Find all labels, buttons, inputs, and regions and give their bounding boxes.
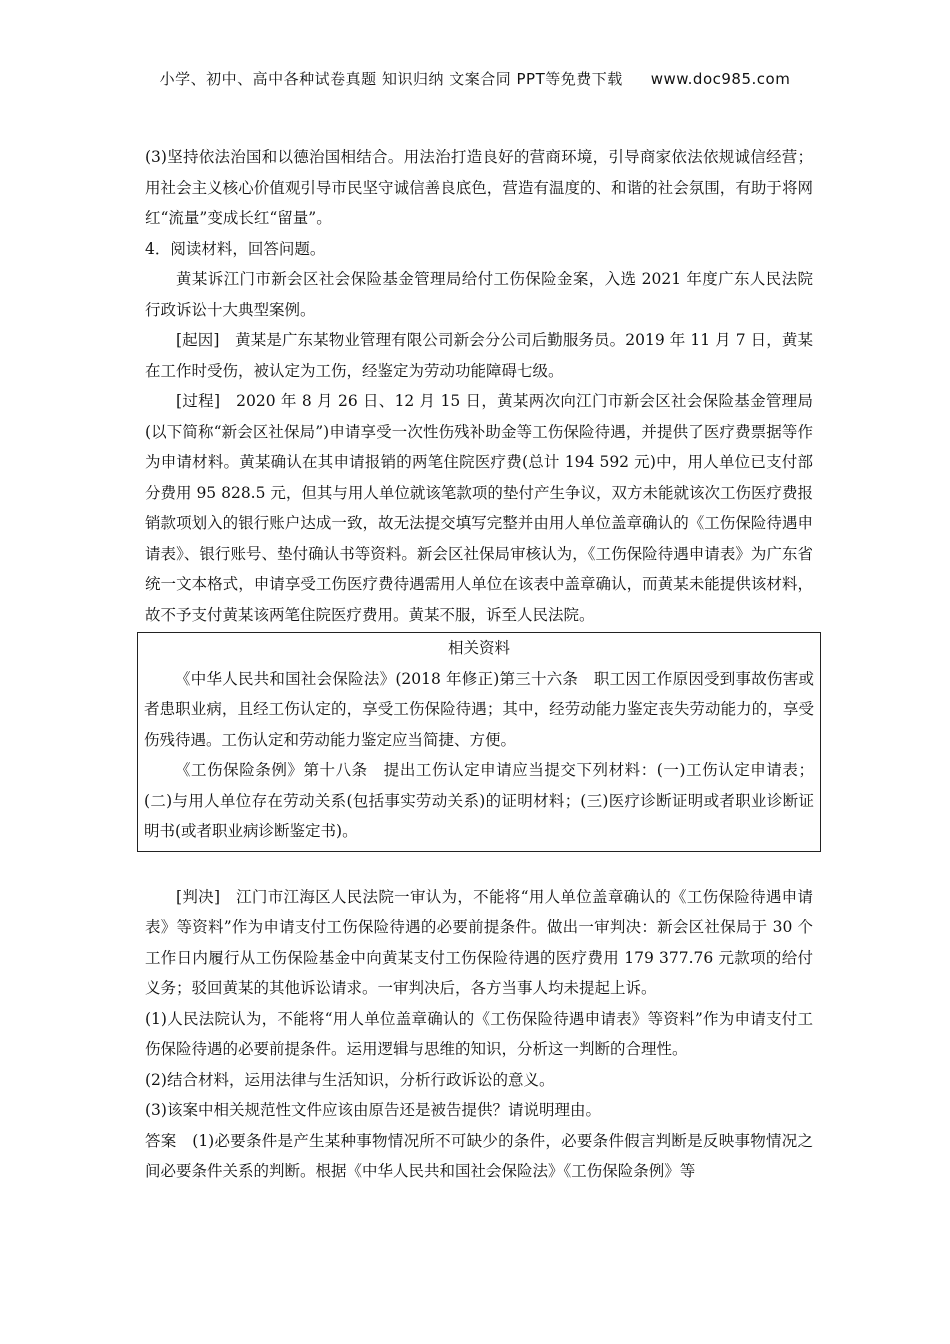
answer-part-3: (3)坚持依法治国和以德治国相结合。用法治打造良好的营商环境，引导商家依法依规诚信经营；用社会主义核心价值观引导市民坚守诚信善良底色，营造有温度的、和谐的社会氛围，有助于将网红“流量”变成长红“留量”。 (145, 148, 813, 227)
case-process: [过程] 2020 年 8 月 26 日、12 月 15 日，黄某两次向江门市新会区社会保险基金管理局(以下简称“新会区社保局”)申请享受一次性伤残补助金等工伤保险待遇，并提供了医疗费票据等作为申请材料。黄某确认在其申请报销的两笔住院医疗费(总计 194 592 元)中，用人单位已支付部分费用 95 828.5 元，但其与用人单位就该笔款项的垫付产生争议，双方未能就该次工伤医疗费报销款项划入的银行账户达成一致，故无法提交填写完整并由用人单位盖章确认的《工伤保险待遇申请表》、银行账号、垫付确认书等资料。新会区社保局审核认为，《工伤保险待遇申请表》为广东省统一文本格式，申请享受工伤医疗费待遇需用人单位在该表中盖章确认，而黄某未能提供该材料，故不予支付黄某该两笔住院医疗费用。黄某不服，诉至人民法院。 (145, 392, 813, 624)
answer-label: 答案 (145, 1131, 177, 1150)
question-4-heading: 4．阅读材料，回答问题。 (145, 239, 326, 258)
question-2: (2)结合材料，运用法律与生活知识，分析行政诉讼的意义。 (145, 1070, 555, 1089)
related-materials-title: 相关资料 (447, 639, 510, 657)
header-text: 小学、初中、高中各种试卷真题 知识归纳 文案合同 PPT等免费下载 (159, 70, 623, 88)
related-materials-item-1: 《中华人民共和国社会保险法》(2018 年修正)第三十六条 职工因工作原因受到事故伤害或者患职业病，且经工伤认定的，享受工伤保险待遇；其中，经劳动能力鉴定丧失劳动能力的，享受伤残待遇。工伤认定和劳动能力鉴定应当简捷、方便。 (144, 669, 814, 749)
question-3: (3)该案中相关规范性文件应该由原告还是被告提供？请说明理由。 (145, 1101, 601, 1119)
header-site[interactable]: www.doc985.com (650, 70, 791, 88)
answer-text: (1)必要条件是产生某种事物情况所不可缺少的条件，必要条件假言判断是反映事物情况之间必要条件关系的判断。根据《中华人民共和国社会保险法》《工伤保险条例》等 (145, 1131, 813, 1180)
related-materials-box (137, 632, 821, 852)
related-materials-item-2: 《工伤保险条例》第十八条 提出工伤认定申请应当提交下列材料：(一)工伤认定申请表；(二)与用人单位存在劳动关系(包括事实劳动关系)的证明材料；(三)医疗诊断证明或者职业诊断证明书(或者职业病诊断鉴定书)。 (144, 761, 814, 840)
page-header (0, 68, 950, 89)
case-intro: 黄某诉江门市新会区社会保险基金管理局给付工伤保险金案，入选 2021 年度广东人民法院行政诉讼十大典型案例。 (145, 270, 813, 319)
answer-paragraph (145, 1126, 813, 1187)
document-body (145, 142, 813, 1187)
case-cause: [起因] 黄某是广东某物业管理有限公司新会分公司后勤服务员。2019 年 11 月 7 日，黄某在工作时受伤，被认定为工伤，经鉴定为劳动功能障碍七级。 (145, 331, 813, 380)
case-verdict: [判决] 江门市江海区人民法院一审认为，不能将“用人单位盖章确认的《工伤保险待遇申请表》等资料”作为申请支付工伤保险待遇的必要前提条件。做出一审判决：新会区社保局于 30 个工作日内履行从工伤保险基金中向黄某支付工伤保险待遇的医疗费用 179 377.76 元款项的给付义务；驳回黄某的其他诉讼请求。一审判决后，各方当事人均未提起上诉。 (145, 887, 813, 997)
question-1: (1)人民法院认为，不能将“用人单位盖章确认的《工伤保险待遇申请表》等资料”作为申请支付工伤保险待遇的必要前提条件。运用逻辑与思维的知识，分析这一判断的合理性。 (145, 1009, 813, 1058)
